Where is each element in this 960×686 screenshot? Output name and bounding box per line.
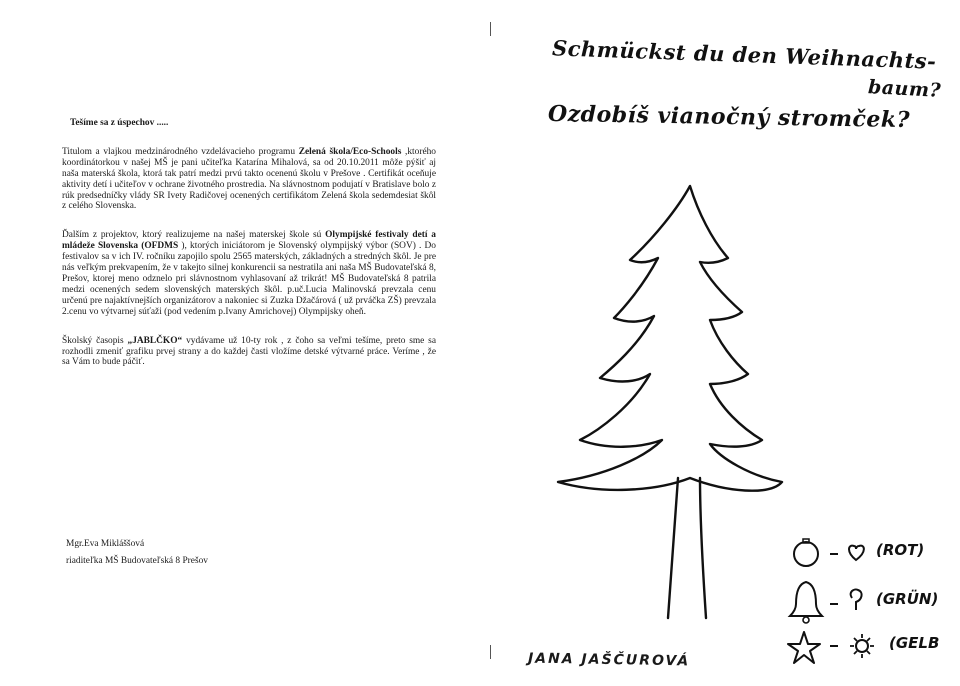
leaf-symbol-icon [851,589,862,610]
sun-symbol-icon [850,634,874,658]
paragraph-ofdms: Ďalším z projektov, ktorý realizujeme na našej materskej škole sú Olympijské festivaly detí a mládeže Slovenska (OFDMS ), ktorých iniciátorom je Slovenský olympijský výbor (SOV) . Do festivalov sa v ich IV. ročníku zapojilo spolu 2565 materských, základných a stredných škôl. Je pre nás veľkým prekvapením, že v takejto silnej konkurencii sa nestratila ani naša MŠ Budovateľská 8, Prešov, ktorej meno odznelo pri slávnostnom vyhlasovaní až trikrát! MŠ Budovateľská 8 patrila medzi ocenených sedem slovenských materských škôl. p.uč.Lucia Malinovská prevzala cenu určenú pre najaktívnejších organizátorov a nakoniec si Zuzka Džačárová ( už prváčka ZŠ) prevzala 2.cenu vo výtvarnej súťaži (pod vedením p.Ivany Amrichovej) Olympijsky oheň. [62,230,436,317]
ball-ornament-icon [794,539,818,566]
author-name: JANA JAŠČUROVÁ [527,650,691,670]
signature-role: riaditeľka MŠ Budovateľská 8 Prešov [66,556,208,566]
christmas-tree-outline [550,178,790,638]
paragraph-jablcko: Školský časopis „JABLČKO“ vydávame už 10-ty rok , z čoho sa veľmi tešíme, preto sme sa rozhodli zmeniť grafiku prvej strany a do každej časti vložíme detské výtvarné práce. Veríme , že sa Vám to bude páčiť. [62,335,436,368]
title-german-line1: Schmückst du den Weihnachts- [551,35,937,74]
ornament-legend-icons [770,534,880,664]
letter-body [62,118,436,386]
paragraph-eco-schools: Titulom a vlajkou medzinárodného vzdelávacieho programu Zelená škola/Eco-Schools ,ktorého koordinátorkou v našej MŠ je pani učiteľka Katarína Mihalová, sa od 20.10.2011 môže pýšiť aj naša materská škola, ktorá tak patrí medzi prvú takto ocenenú školu v Prešove . Certifikát oceňuje aktivity detí i učiteľov v ochrane životného prostredia. Na slávnostnom podujatí v Bratislave bolo z rúk predsedníčky vlády SR Ivety Radičovej ocenených certifikátom Zelená škola sedemdesiat škôl z celého Slovenska. [62,146,436,212]
heart-symbol-icon [849,546,864,560]
signature-name: Mgr.Eva Mikláššová [66,539,145,549]
eco-schools-name: Zelená škola/Eco-Schools [298,146,402,157]
signature-block [66,536,208,570]
tree-trunk-outline [668,478,706,618]
bell-ornament-icon [790,582,822,623]
tree-crown-outline [558,186,782,491]
legend-label-red: (ROT) [876,541,925,559]
title-slovak: Ozdobíš vianočný stromček? [547,100,911,134]
letter-heading: Tešíme sa z úspechov ..... [70,118,169,128]
ofdms-name: Olympijské festivaly detí a mládeže Slovenska (OFDMS [62,230,436,252]
star-ornament-icon [788,632,820,663]
jablcko-name: „JABLČKO“ [127,335,183,346]
legend-label-yellow: (GELB [889,634,940,652]
legend-label-green: (GRÜN) [876,590,939,608]
title-german-line2: baum? [867,76,942,102]
